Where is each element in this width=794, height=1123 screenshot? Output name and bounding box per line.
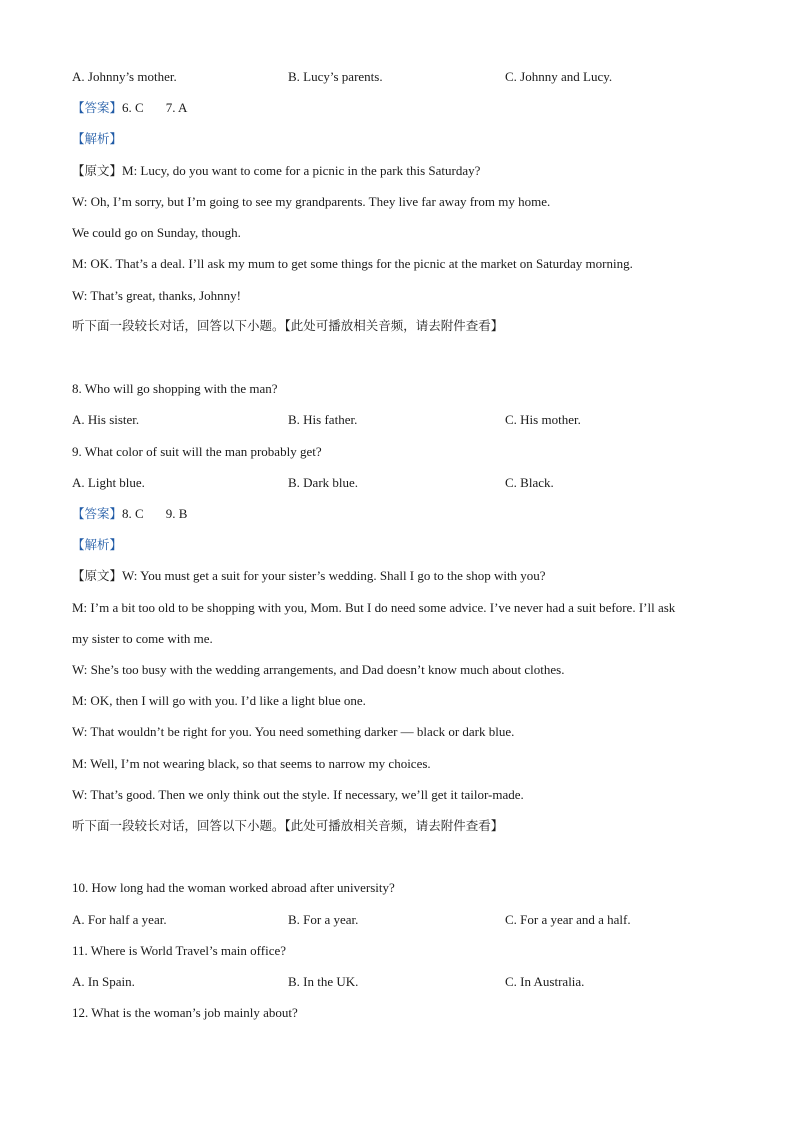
- listen-instruction-1: 听下面一段较长对话，回答以下小题。【此处可播放相关音频，请去附件查看】: [72, 318, 504, 333]
- transcript-1-line-5: W: That’s great, thanks, Johnny!: [72, 288, 241, 303]
- transcript-2-line-3: my sister to come with me.: [72, 631, 213, 646]
- q9-option-a: A. Light blue.: [72, 475, 145, 490]
- q7-option-b: B. Lucy’s parents.: [288, 69, 383, 84]
- transcript-2-line-7: M: Well, I’m not wearing black, so that seems to narrow my choices.: [72, 756, 431, 771]
- q11-option-a: A. In Spain.: [72, 974, 135, 989]
- q9-option-b: B. Dark blue.: [288, 475, 359, 490]
- transcript-2-line-2: M: I’m a bit too old to be shopping with you, Mom. But I do need some advice. I’ve never had a suit before. I’ll ask: [72, 600, 676, 615]
- q8-option-c: C. His mother.: [505, 412, 581, 427]
- answer-8-9: [72, 506, 187, 522]
- question-12: 12. What is the woman’s job mainly about?: [72, 1005, 298, 1020]
- q8-option-b: B. His father.: [288, 412, 358, 427]
- analysis-label-1: 【解析】: [72, 131, 123, 146]
- q11-option-b: B. In the UK.: [288, 974, 359, 989]
- q11-option-c: C. In Australia.: [505, 974, 585, 989]
- transcript-1-line-4: M: OK. That’s a deal. I’ll ask my mum to get some things for the picnic at the market on Saturday morning.: [72, 256, 633, 271]
- answer-tag: 【答案】: [72, 506, 123, 521]
- q10-option-c: C. For a year and a half.: [505, 912, 631, 927]
- answer-7: 7. A: [165, 100, 188, 115]
- transcript-2-line-6: W: That wouldn’t be right for you. You need something darker — black or dark blue.: [72, 724, 515, 739]
- transcript-1-line-1: 【原文】M: Lucy, do you want to come for a picnic in the park this Saturday?: [72, 163, 481, 178]
- analysis-label-2: 【解析】: [72, 537, 123, 552]
- answer-6: 6. C: [122, 100, 144, 115]
- transcript-tag: 【原文】: [72, 568, 123, 583]
- q7-option-c: C. Johnny and Lucy.: [505, 69, 613, 84]
- listen-instruction-2: 听下面一段较长对话，回答以下小题。【此处可播放相关音频，请去附件查看】: [72, 818, 504, 833]
- answer-tag: 【答案】: [72, 100, 123, 115]
- question-10: 10. How long had the woman worked abroad after university?: [72, 880, 395, 895]
- question-9: 9. What color of suit will the man probably get?: [72, 444, 322, 459]
- transcript-2-line-5: M: OK, then I will go with you. I’d like a light blue one.: [72, 693, 366, 708]
- question-8: 8. Who will go shopping with the man?: [72, 381, 278, 396]
- question-11: 11. Where is World Travel’s main office?: [72, 943, 287, 958]
- transcript-tag: 【原文】: [72, 163, 123, 178]
- transcript-2-line-4: W: She’s too busy with the wedding arrangements, and Dad doesn’t know much about clothes.: [72, 662, 565, 677]
- q10-option-b: B. For a year.: [288, 912, 359, 927]
- transcript-2-line-1: 【原文】W: You must get a suit for your sister’s wedding. Shall I go to the shop with you?: [72, 568, 546, 583]
- q8-option-a: A. His sister.: [72, 412, 140, 427]
- q10-option-a: A. For half a year.: [72, 912, 167, 927]
- q9-option-c: C. Black.: [505, 475, 554, 490]
- answer-6-7: [72, 100, 187, 116]
- transcript-1-line-2: W: Oh, I’m sorry, but I’m going to see my grandparents. They live far away from my home.: [72, 194, 551, 209]
- q7-option-a: A. Johnny’s mother.: [72, 69, 177, 84]
- answer-9: 9. B: [165, 506, 188, 521]
- answer-8: 8. C: [122, 506, 144, 521]
- transcript-1-line-3: We could go on Sunday, though.: [72, 225, 241, 240]
- transcript-2-line-8: W: That’s good. Then we only think out the style. If necessary, we’ll get it tailor-made.: [72, 787, 524, 802]
